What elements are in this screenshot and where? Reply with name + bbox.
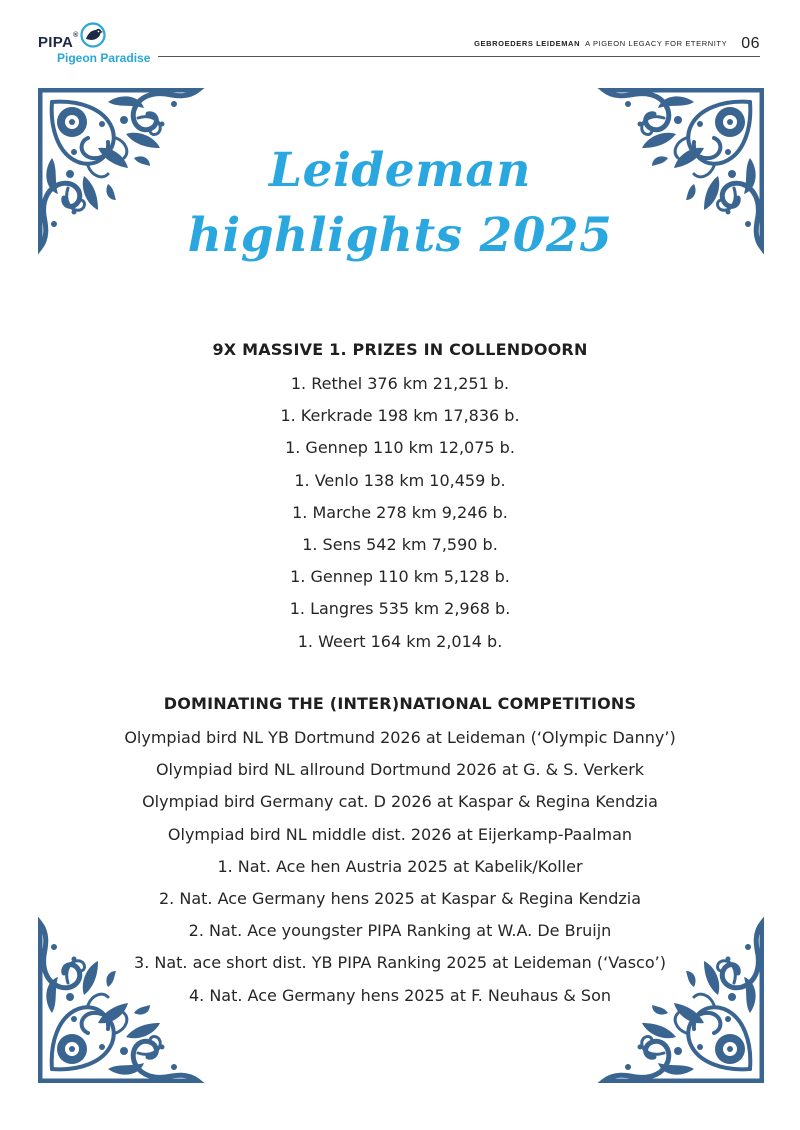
list-item: 1. Nat. Ace hen Austria 2025 at Kabelik/Koller — [217, 856, 583, 876]
list-item: 1. Kerkrade 198 km 17,836 b. — [280, 406, 520, 426]
list-item: 1. Rethel 376 km 21,251 b. — [290, 374, 510, 393]
list-item: 2. Nat. Ace Germany hens 2025 at Kaspar & Regina Kendzia — [159, 888, 641, 908]
title-line-2: highlights 2025 — [187, 208, 613, 263]
running-tagline: A PIGEON LEGACY FOR ETERNITY — [585, 39, 728, 48]
title-line-1: Leideman — [269, 143, 531, 198]
page-title — [0, 138, 800, 268]
list-item: 1. Venlo 138 km 10,459 b. — [294, 470, 506, 490]
page-header — [0, 0, 800, 70]
list-item: 4. Nat. Ace Germany hens 2025 at F. Neuhaus & Son — [188, 985, 611, 1005]
section-collendoorn-prizes — [60, 337, 740, 658]
list-item: 1. Marche 278 km 9,246 b. — [292, 502, 508, 522]
pipa-logo[interactable] — [38, 22, 158, 66]
list-item: Olympiad bird Germany cat. D 2026 at Kaspar & Regina Kendzia — [142, 792, 658, 812]
running-header — [474, 33, 760, 51]
header-divider — [158, 56, 760, 57]
list-item: Olympiad bird NL middle dist. 2026 at Eijerkamp-Paalman — [167, 824, 633, 844]
list-item: 1. Gennep 110 km 12,075 b. — [285, 438, 515, 458]
logo-subtitle: Pigeon Paradise — [57, 51, 151, 65]
section-heading: 9X MASSIVE 1. PRIZES IN COLLENDOORN — [212, 340, 588, 359]
achievement-list — [60, 722, 740, 1012]
section-heading: DOMINATING THE (INTER)NATIONAL COMPETITIONS — [163, 694, 637, 713]
list-item: 1. Weert 164 km 2,014 b. — [297, 631, 503, 651]
list-item: 1. Gennep 110 km 5,128 b. — [290, 567, 510, 587]
list-item: 2. Nat. Ace youngster PIPA Ranking at W.A. De Bruijn — [188, 921, 612, 941]
prize-list — [60, 368, 740, 658]
list-item: Olympiad bird NL YB Dortmund 2026 at Leideman (‘Olympic Danny’) — [124, 728, 676, 747]
list-item: 1. Sens 542 km 7,590 b. — [302, 534, 498, 554]
list-item: Olympiad bird NL allround Dortmund 2026 at G. & S. Verkerk — [155, 760, 645, 780]
pigeon-logo-icon — [80, 22, 106, 48]
page-number: 06 — [741, 35, 760, 52]
section-international-competitions — [60, 691, 740, 1012]
list-item: 3. Nat. ace short dist. YB PIPA Ranking 2025 at Leideman (‘Vasco’) — [134, 953, 666, 973]
list-item: 1. Langres 535 km 2,968 b. — [289, 599, 511, 619]
logo-wordmark: PIPA® — [38, 32, 79, 51]
running-title: GEBROEDERS LEIDEMAN — [474, 39, 581, 48]
